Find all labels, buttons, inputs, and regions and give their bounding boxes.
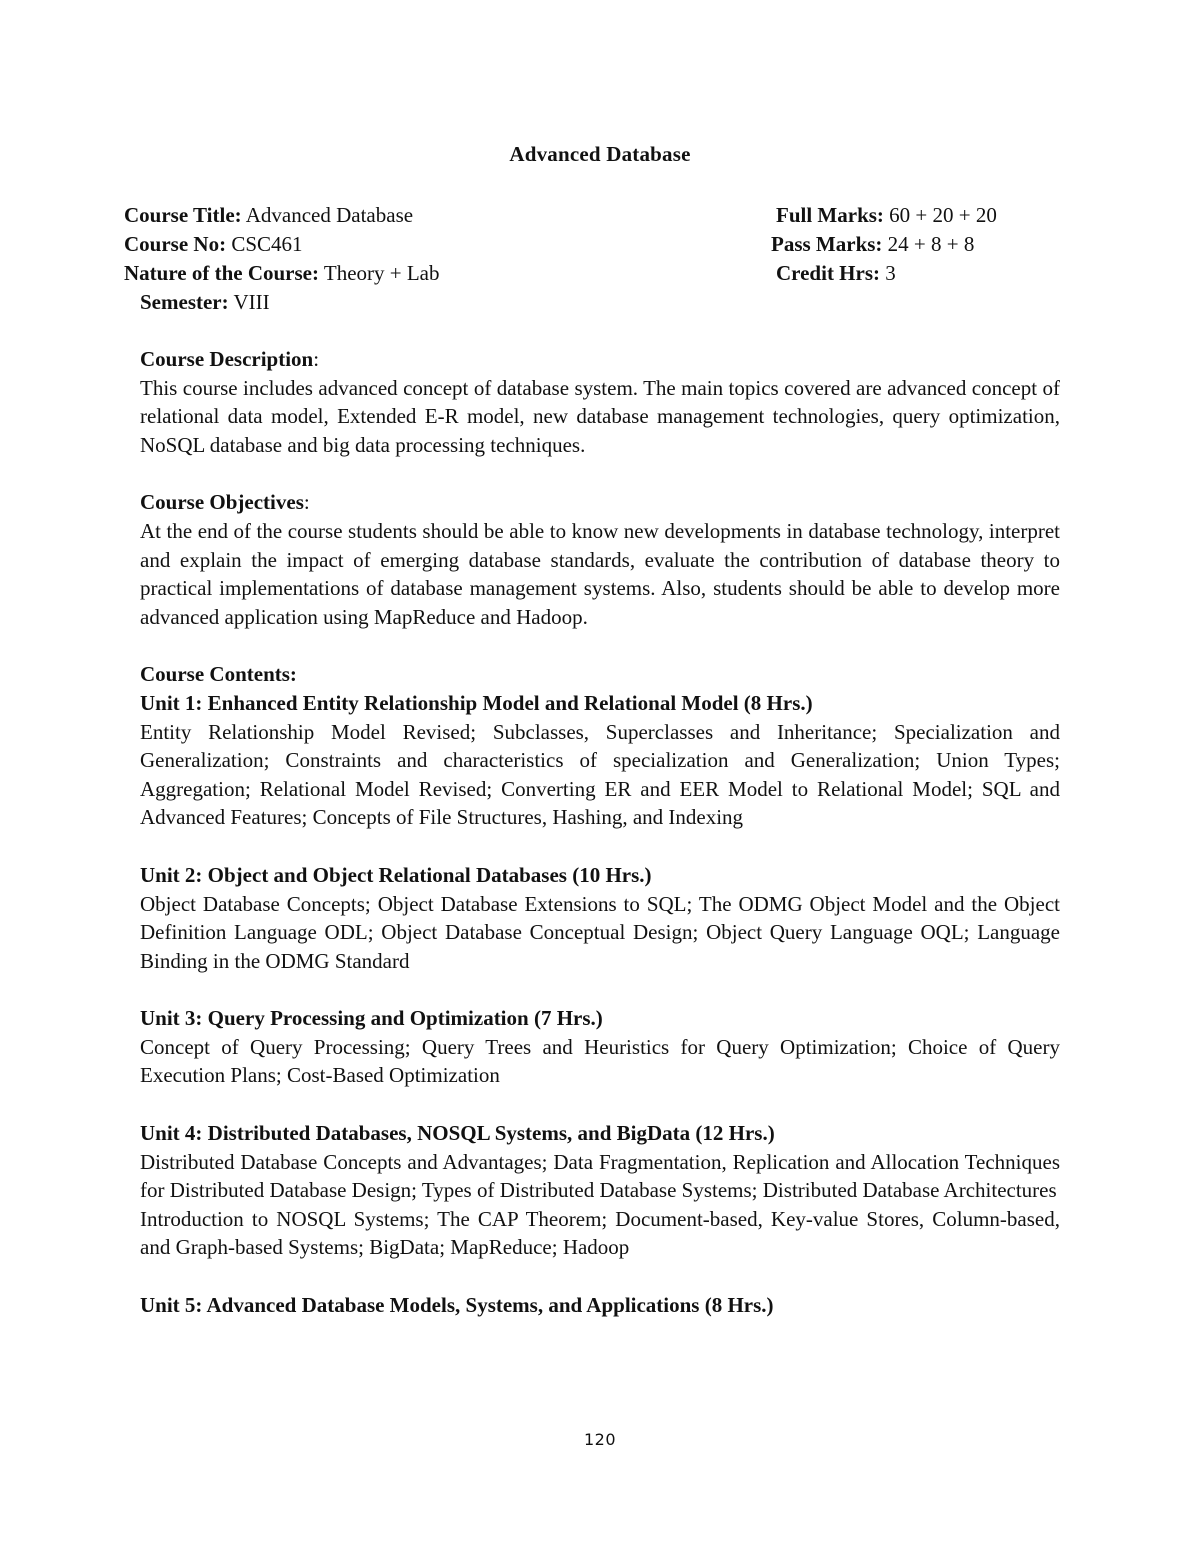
course-objectives-heading	[140, 488, 1060, 517]
course-description-colon: :	[313, 347, 320, 371]
course-objectives-colon: :	[303, 490, 310, 515]
full-marks-value: 60 + 20 + 20	[883, 203, 997, 227]
full-marks-label: Full Marks:	[776, 203, 884, 227]
unit-4-text-2: Introduction to NOSQL Systems; The CAP Theorem; Document-based, Key-value Stores, Column-based, and Graph-based Systems; BigData; MapReduce; Hadoop	[140, 1206, 1060, 1260]
course-objectives-heading-text: Course Objectives	[140, 490, 304, 515]
nature-value: Theory + Lab	[319, 261, 440, 285]
unit-5-title: Unit 5: Advanced Database Models, Systems, and Applications (8 Hrs.)	[140, 1293, 774, 1318]
unit-4-title: Unit 4: Distributed Databases, NOSQL Systems, and BigData (12 Hrs.)	[140, 1121, 775, 1146]
document-title: Advanced Database	[509, 142, 691, 166]
spacer	[140, 459, 1060, 488]
unit-2-title: Unit 2: Object and Object Relational Databases (10 Hrs.)	[140, 862, 652, 887]
unit-3-title: Unit 3: Query Processing and Optimization (7 Hrs.)	[140, 1006, 603, 1031]
unit-1-text: Entity Relationship Model Revised; Subclasses, Superclasses and Inheritance; Specialization and Generalization; Constraints and characteristics of specialization and Generalization; Union Types; Aggregation; Relational Model Revised; Converting ER and EER Model to Relational Model; SQL and Advanced Features; Concepts of File Structures, Hashing, and Indexing	[140, 719, 1060, 830]
credit-hrs-line	[776, 259, 896, 287]
course-description-heading	[140, 345, 1060, 374]
spacer	[140, 832, 1060, 861]
credit-hrs-value: 3	[880, 261, 896, 285]
course-title-label: Course Title:	[124, 203, 242, 227]
pass-marks-label: Pass Marks:	[771, 232, 883, 256]
course-title-value: Advanced Database	[241, 203, 414, 227]
nature-line	[124, 259, 440, 287]
spacer	[140, 631, 1060, 660]
course-contents-heading: Course Contents:	[140, 662, 297, 687]
course-no-label: Course No:	[124, 232, 227, 256]
spacer	[140, 1090, 1060, 1119]
unit-3-text: Concept of Query Processing; Query Trees and Heuristics for Query Optimization; Choice of Query Execution Plans; Cost-Based Optimization	[140, 1034, 1060, 1088]
unit-1-title: Unit 1: Enhanced Entity Relationship Model and Relational Model (8 Hrs.)	[140, 690, 813, 715]
document-body	[140, 345, 1060, 1320]
course-description-heading-text: Course Description	[140, 347, 314, 371]
pass-marks-value: 24 + 8 + 8	[882, 232, 975, 256]
course-no-value: CSC461	[226, 232, 303, 256]
semester-label: Semester:	[140, 290, 229, 314]
pass-marks-line	[771, 230, 974, 258]
spacer	[140, 975, 1060, 1004]
course-title-line	[124, 201, 413, 229]
credit-hrs-label: Credit Hrs:	[776, 261, 881, 285]
semester-line	[140, 288, 270, 316]
course-description-text: This course includes advanced concept of database system. The main topics covered are advanced concept of relational data model, Extended E-R model, new database management technologies, query optimization, NoSQL database and big data processing techniques.	[140, 375, 1060, 457]
nature-label: Nature of the Course:	[124, 261, 319, 285]
unit-2-text: Object Database Concepts; Object Database Extensions to SQL; The ODMG Object Model and the Object Definition Language ODL; Object Database Conceptual Design; Object Query Language OQL; Language Binding in the ODMG Standard	[140, 891, 1060, 973]
page-number: 120	[583, 1430, 617, 1449]
course-objectives-text: At the end of the course students should be able to know new developments in database technology, interpret and explain the impact of emerging database standards, evaluate the contribution of database theory to practical implementations of database management systems. Also, students should be able to develop more advanced application using MapReduce and Hadoop.	[140, 518, 1060, 629]
unit-4-text-1: Distributed Database Concepts and Advantages; Data Fragmentation, Replication and Allocation Techniques for Distributed Database Design; Types of Distributed Database Systems; Distributed Database Architectures	[140, 1149, 1060, 1203]
spacer	[140, 1262, 1060, 1291]
semester-value: VIII	[228, 290, 270, 314]
course-no-line	[124, 230, 303, 258]
full-marks-line	[776, 201, 997, 229]
